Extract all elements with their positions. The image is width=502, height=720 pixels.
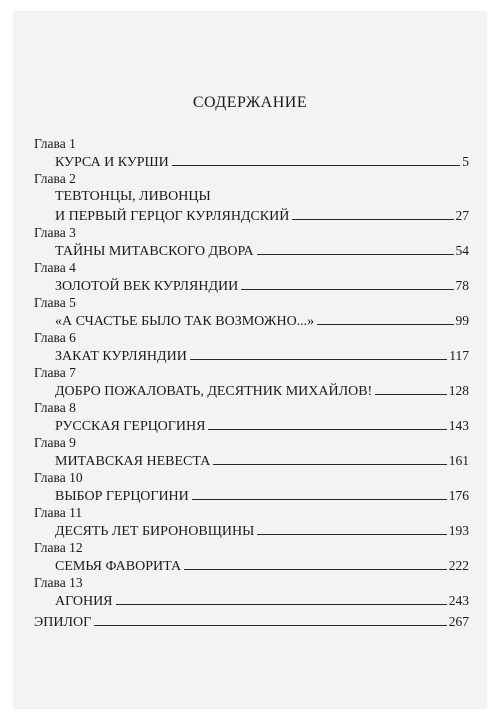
chapter-title: ВЫБОР ГЕРЦОГИНИ xyxy=(55,489,189,504)
chapter-label: Глава 10 xyxy=(34,470,83,485)
chapter-title: КУРСА И КУРШИ xyxy=(55,155,169,170)
page-number: 117 xyxy=(449,348,469,363)
chapter-title: «А СЧАСТЬЕ БЫЛО ТАК ВОЗМОЖНО...» xyxy=(55,314,315,329)
chapter-title-line xyxy=(34,521,469,540)
page-title: СОДЕРЖАНИЕ xyxy=(192,94,308,111)
toc-entry-chapter-6[interactable] xyxy=(34,330,469,365)
dot-leader xyxy=(192,499,447,500)
chapter-title-line xyxy=(34,416,469,435)
page-number: 5 xyxy=(462,154,469,169)
chapter-label: Глава 2 xyxy=(34,171,76,186)
toc-entry-chapter-9[interactable] xyxy=(34,435,469,470)
toc-entry-chapter-3[interactable] xyxy=(34,225,469,260)
toc-entry-chapter-8[interactable] xyxy=(34,400,469,435)
toc-entry-chapter-12[interactable] xyxy=(34,540,469,575)
chapter-label: Глава 7 xyxy=(34,365,76,380)
chapter-title: МИТАВСКАЯ НЕВЕСТА xyxy=(55,454,211,469)
dot-leader xyxy=(241,289,453,290)
chapter-title: РУССКАЯ ГЕРЦОГИНЯ xyxy=(55,419,206,434)
toc-entry-chapter-4[interactable] xyxy=(34,260,469,295)
chapter-label: Глава 11 xyxy=(34,505,83,520)
dot-leader xyxy=(375,394,447,395)
dot-leader xyxy=(184,569,447,570)
dot-leader xyxy=(292,219,453,220)
chapter-label: Глава 1 xyxy=(34,136,76,151)
dot-leader xyxy=(257,254,454,255)
toc-entry-chapter-5[interactable] xyxy=(34,295,469,330)
toc-entry-chapter-1[interactable] xyxy=(34,136,469,171)
page-number: 128 xyxy=(448,383,469,398)
dot-leader xyxy=(257,534,446,535)
book-page xyxy=(14,12,486,708)
chapter-title-line xyxy=(34,451,469,470)
chapter-title-line xyxy=(34,346,469,365)
chapter-title-line xyxy=(34,486,469,505)
page-number: 143 xyxy=(448,418,469,433)
chapter-label: Глава 3 xyxy=(34,225,76,240)
page-number: 243 xyxy=(448,593,469,608)
chapter-title-line xyxy=(34,556,469,575)
chapter-label: Глава 9 xyxy=(34,435,76,450)
dot-leader xyxy=(94,625,447,626)
table-of-contents xyxy=(34,136,469,631)
toc-entry-chapter-7[interactable] xyxy=(34,365,469,400)
dot-leader xyxy=(116,604,447,605)
chapter-title-line xyxy=(34,152,469,171)
toc-entry-chapter-11[interactable] xyxy=(34,505,469,540)
chapter-label: Глава 13 xyxy=(34,575,83,590)
toc-entry-chapter-13[interactable] xyxy=(34,575,469,610)
toc-entry-epilogue[interactable] xyxy=(34,612,469,631)
dot-leader xyxy=(208,429,446,430)
toc-entry-chapter-10[interactable] xyxy=(34,470,469,505)
chapter-title-line xyxy=(34,276,469,295)
chapter-title: ДЕСЯТЬ ЛЕТ БИРОНОВЩИНЫ xyxy=(55,524,255,539)
chapter-title: ТАЙНЫ МИТАВСКОГО ДВОРА xyxy=(55,244,254,259)
chapter-title-line xyxy=(34,591,469,610)
chapter-title: ЗАКАТ КУРЛЯНДИИ xyxy=(55,349,187,364)
page-number: 27 xyxy=(455,208,469,223)
page-number: 193 xyxy=(448,523,469,538)
page-number: 222 xyxy=(448,558,469,573)
chapter-title-line xyxy=(34,187,469,206)
epilogue-line xyxy=(34,612,469,631)
chapter-title-line xyxy=(34,206,469,225)
dot-leader xyxy=(172,165,460,166)
chapter-title-part-1: ТЕВТОНЦЫ, ЛИВОНЦЫ xyxy=(55,189,211,204)
page-number: 99 xyxy=(455,313,469,328)
page-number: 78 xyxy=(455,278,469,293)
page-number: 161 xyxy=(448,453,469,468)
epilogue-title: ЭПИЛОГ xyxy=(34,615,92,630)
page-number: 176 xyxy=(448,488,469,503)
chapter-title: СЕМЬЯ ФАВОРИТА xyxy=(55,559,182,574)
chapter-title-line xyxy=(34,311,469,330)
chapter-label: Глава 4 xyxy=(34,260,76,275)
chapter-title-line xyxy=(34,381,469,400)
chapter-label: Глава 12 xyxy=(34,540,83,555)
dot-leader xyxy=(213,464,446,465)
chapter-title: АГОНИЯ xyxy=(55,594,113,609)
chapter-title: ЗОЛОТОЙ ВЕК КУРЛЯНДИИ xyxy=(55,279,239,294)
chapter-label: Глава 6 xyxy=(34,330,76,345)
dot-leader xyxy=(317,324,453,325)
chapter-label: Глава 5 xyxy=(34,295,76,310)
chapter-title: ДОБРО ПОЖАЛОВАТЬ, ДЕСЯТНИК МИХАЙЛОВ! xyxy=(55,384,373,399)
page-number: 267 xyxy=(448,614,469,629)
toc-entry-chapter-2[interactable] xyxy=(34,171,469,225)
chapter-title-part-2: И ПЕРВЫЙ ГЕРЦОГ КУРЛЯНДСКИЙ xyxy=(55,209,290,224)
dot-leader xyxy=(190,359,447,360)
chapter-title-line xyxy=(34,241,469,260)
chapter-label: Глава 8 xyxy=(34,400,76,415)
page-number: 54 xyxy=(455,243,469,258)
